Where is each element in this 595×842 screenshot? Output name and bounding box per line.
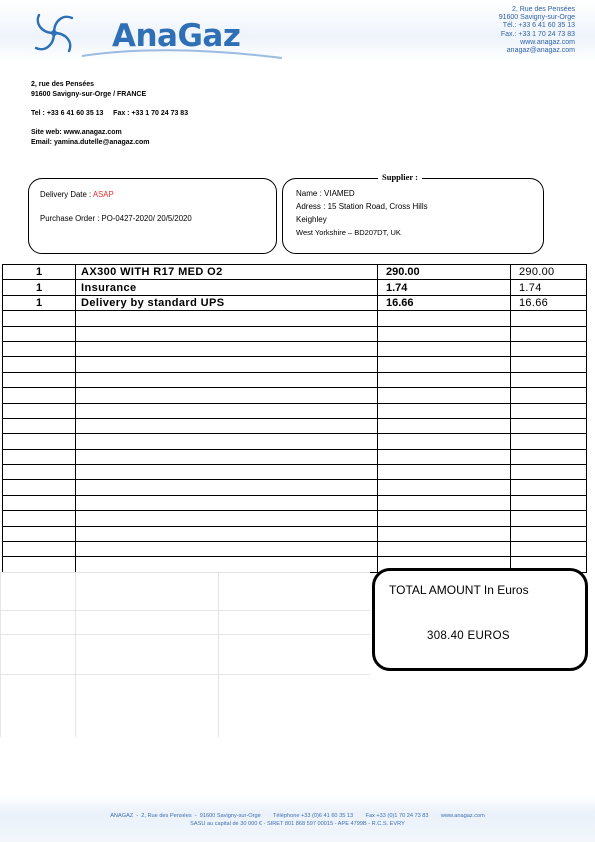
empty-cell	[378, 357, 511, 372]
item-qty: 1	[3, 265, 76, 280]
empty-cell	[3, 480, 76, 495]
delivery-box	[28, 178, 277, 254]
footer	[0, 812, 595, 828]
item-qty: 1	[3, 295, 76, 310]
empty-cell	[378, 542, 511, 557]
table-row-empty	[3, 465, 587, 480]
empty-cell	[511, 511, 587, 526]
empty-cell	[3, 434, 76, 449]
empty-cell	[3, 511, 76, 526]
table-row-empty	[3, 480, 587, 495]
item-description: AX300 WITH R17 MED O2	[76, 265, 378, 280]
supplier-address: Adress : 15 Station Road, Cross Hills	[296, 202, 428, 211]
faint-vertical-line	[75, 572, 76, 737]
empty-cell	[511, 326, 587, 341]
empty-cell	[378, 388, 511, 403]
table-row-empty	[3, 526, 587, 541]
company-website: www.anagaz.com	[520, 38, 575, 46]
footer-line: ANAGAZ - 2, Rue des Pensées - 91600 Savigny-sur-Orge Téléphone +33 (0)6 41 60 35 13 Fax +33 (0)1 70 24 73 83 www.anagaz.com	[110, 813, 485, 819]
empty-cell	[3, 388, 76, 403]
items-table	[2, 264, 587, 573]
purchase-order	[40, 214, 192, 223]
empty-cell	[511, 311, 587, 326]
table-row-empty	[3, 434, 587, 449]
empty-cell	[378, 449, 511, 464]
empty-cell	[511, 542, 587, 557]
empty-cell	[3, 465, 76, 480]
item-description: Insurance	[76, 280, 378, 295]
company-email: anagaz@anagaz.com	[506, 47, 575, 55]
faint-horizontal-line	[0, 674, 370, 675]
empty-cell	[3, 449, 76, 464]
empty-cell	[76, 357, 378, 372]
empty-cell	[378, 495, 511, 510]
empty-cell	[76, 495, 378, 510]
company-address-line: 2, Rue des Pensées	[511, 6, 575, 13]
empty-cell	[3, 557, 76, 572]
sender-email: Email: yamina.dutelle@anagaz.com	[31, 139, 150, 146]
total-box	[372, 568, 588, 671]
supplier-region: West Yorkshire – BD207DT, UK	[296, 228, 401, 237]
empty-cell	[511, 495, 587, 510]
empty-cell	[76, 418, 378, 433]
faint-grid-lines	[0, 572, 370, 742]
faint-horizontal-line	[0, 610, 370, 611]
table-row	[3, 295, 587, 310]
purchase-order-value: PO-0427-2020/ 20/5/2020	[101, 214, 192, 223]
delivery-date-value: ASAP	[92, 190, 114, 199]
empty-cell	[378, 480, 511, 495]
sender-street: 2, rue des Pensées	[31, 81, 95, 88]
empty-cell	[3, 372, 76, 387]
empty-cell	[76, 372, 378, 387]
table-row-empty	[3, 341, 587, 356]
table-row-empty	[3, 449, 587, 464]
empty-cell	[378, 311, 511, 326]
table-row-empty	[3, 418, 587, 433]
item-unit-price: 16.66	[378, 295, 511, 310]
company-fax: Fax.: +33 1 70 24 73 83	[500, 30, 575, 38]
total-label: TOTAL AMOUNT In Euros	[389, 583, 529, 597]
empty-cell	[76, 449, 378, 464]
empty-cell	[511, 526, 587, 541]
empty-cell	[3, 326, 76, 341]
empty-cell	[511, 480, 587, 495]
company-address-line: 91600 Savigny-sur-Orge	[498, 14, 575, 22]
empty-cell	[511, 341, 587, 356]
empty-cell	[378, 526, 511, 541]
empty-cell	[378, 372, 511, 387]
empty-cell	[76, 557, 378, 572]
item-total: 1.74	[511, 280, 587, 295]
item-qty: 1	[3, 280, 76, 295]
empty-cell	[76, 542, 378, 557]
empty-cell	[378, 341, 511, 356]
empty-cell	[378, 403, 511, 418]
table-row	[3, 265, 587, 280]
empty-cell	[511, 434, 587, 449]
item-total: 16.66	[511, 295, 587, 310]
empty-cell	[76, 511, 378, 526]
delivery-date-label: Delivery Date :	[40, 190, 92, 199]
empty-cell	[378, 511, 511, 526]
table-row	[3, 280, 587, 295]
supplier-title: Supplier :	[378, 172, 422, 182]
empty-cell	[378, 326, 511, 341]
empty-cell	[76, 311, 378, 326]
empty-cell	[76, 434, 378, 449]
empty-cell	[3, 542, 76, 557]
company-phone: Tél.: +33 6 41 60 35 13	[502, 22, 575, 30]
empty-cell	[3, 526, 76, 541]
item-description: Delivery by standard UPS	[76, 295, 378, 310]
empty-cell	[3, 311, 76, 326]
empty-cell	[76, 326, 378, 341]
table-row-empty	[3, 372, 587, 387]
faint-vertical-line	[0, 572, 1, 737]
empty-cell	[3, 418, 76, 433]
sender-city: 91600 Savigny-sur-Orge / FRANCE	[31, 91, 147, 98]
item-unit-price: 1.74	[378, 280, 511, 295]
empty-cell	[3, 495, 76, 510]
company-address-block	[499, 6, 575, 55]
empty-cell	[3, 403, 76, 418]
empty-cell	[378, 418, 511, 433]
purchase-order-label: Purchase Order :	[40, 214, 100, 223]
item-unit-price: 290.00	[378, 265, 511, 280]
empty-cell	[378, 465, 511, 480]
sender-block	[31, 80, 188, 148]
empty-cell	[76, 526, 378, 541]
table-row-empty	[3, 357, 587, 372]
item-total: 290.00	[511, 265, 587, 280]
faint-horizontal-line	[0, 634, 370, 635]
empty-cell	[3, 357, 76, 372]
empty-cell	[511, 403, 587, 418]
table-row-empty	[3, 326, 587, 341]
supplier-city: Keighley	[296, 215, 327, 224]
empty-cell	[511, 465, 587, 480]
sender-website: Site web: www.anagaz.com	[31, 129, 122, 136]
empty-cell	[76, 341, 378, 356]
empty-cell	[511, 357, 587, 372]
empty-cell	[511, 449, 587, 464]
empty-cell	[511, 418, 587, 433]
sender-phone-fax: Tel : +33 6 41 60 35 13 Fax : +33 1 70 24 73 83	[31, 110, 189, 117]
supplier-name: Name : VIAMED	[296, 189, 355, 198]
supplier-box	[282, 172, 544, 254]
empty-cell	[76, 465, 378, 480]
empty-cell	[378, 434, 511, 449]
logo-wave-icon	[82, 46, 282, 60]
logo-text: AnaGaz	[112, 18, 241, 54]
faint-vertical-line	[218, 572, 219, 737]
table-row-empty	[3, 311, 587, 326]
table-row-empty	[3, 511, 587, 526]
empty-cell	[76, 403, 378, 418]
empty-cell	[511, 388, 587, 403]
delivery-date	[40, 190, 114, 199]
empty-cell	[76, 388, 378, 403]
faint-horizontal-line	[0, 572, 370, 573]
logo-swirl-icon	[24, 10, 84, 56]
table-row-empty	[3, 542, 587, 557]
footer-line: SASU au capital de 30 000 € - SIRET 801 868 597 00015 - APE 4799B - R.C.S. EVRY	[190, 821, 405, 827]
empty-cell	[76, 480, 378, 495]
empty-cell	[511, 372, 587, 387]
table-row-empty	[3, 388, 587, 403]
table-row-empty	[3, 495, 587, 510]
total-value: 308.40 EUROS	[427, 630, 510, 642]
empty-cell	[3, 341, 76, 356]
company-logo	[24, 8, 284, 58]
table-row-empty	[3, 403, 587, 418]
